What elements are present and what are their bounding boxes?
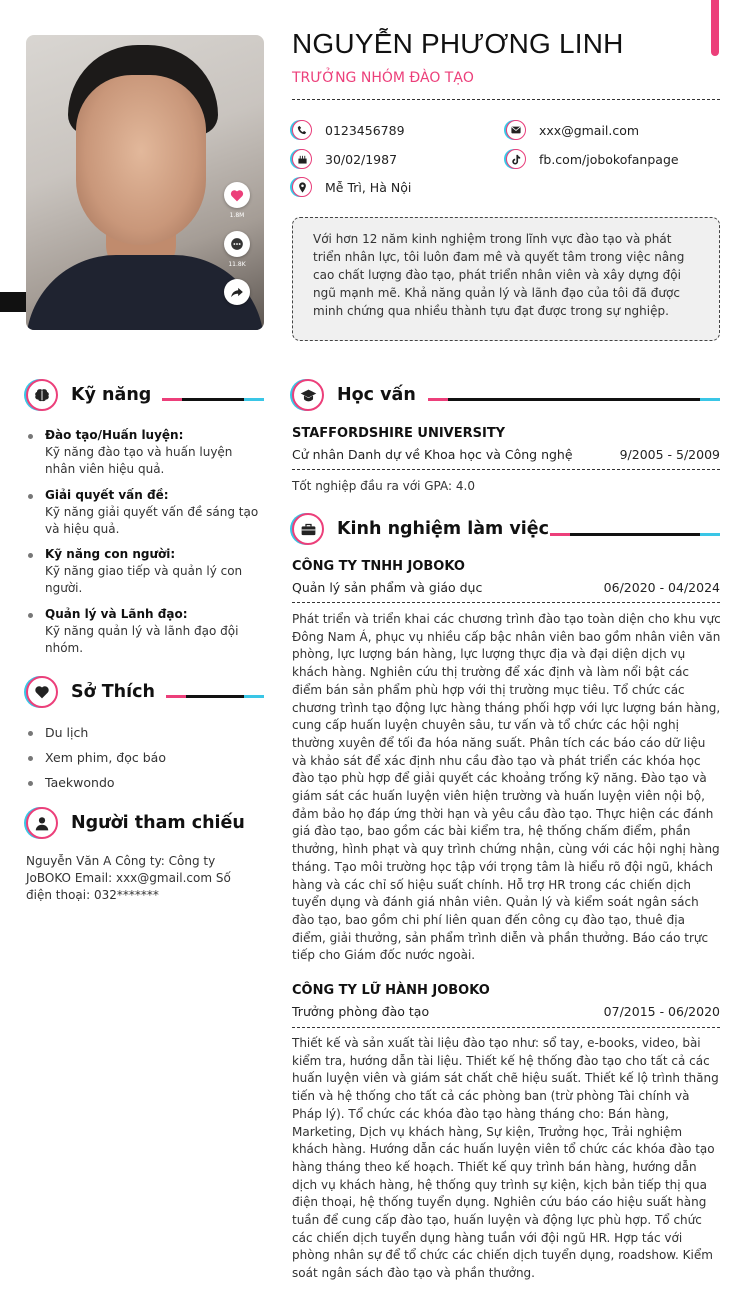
job-role: Trưởng phòng đào tạo [292, 1004, 430, 1019]
contact-phone [292, 120, 405, 140]
experience-underline [550, 533, 720, 536]
header-divider [292, 99, 720, 100]
briefcase-icon [292, 513, 324, 545]
skill-title: Kỹ năng con người: [45, 547, 176, 561]
skill-item [45, 546, 260, 597]
education-header [292, 379, 416, 411]
skill-desc: Kỹ năng giải quyết vấn đề sáng tạo và hiệu quả. [45, 505, 259, 536]
summary-box: Với hơn 12 năm kinh nghiệm trong lĩnh vực đào tạo và phát triển nhân lực, tôi luôn đam mê và quyết tâm trong việc nâng cao chất lượng đào tạo, phát triển nhân viên và xây dựng đội ngũ mạnh mẽ. Khả năng quản lý và lãnh đạo của tôi đã được minh chứng qua nhiều thành tựu đạt được trong sự nghiệp. [292, 217, 720, 341]
graduation-cap-icon [292, 379, 324, 411]
birthday-value: 30/02/1987 [325, 151, 398, 167]
skill-item [45, 487, 260, 538]
phone-value: 0123456789 [325, 122, 405, 138]
job-divider [292, 1027, 720, 1028]
hobby-item: Du lịch [45, 725, 89, 740]
skill-desc: Kỹ năng đào tạo và huấn luyện nhân viên hiệu quả. [45, 445, 233, 476]
comment-count: 11.8K [228, 261, 246, 268]
experience-title: Kinh nghiệm làm việc [337, 519, 549, 539]
like-count: 1.8M [229, 212, 245, 219]
reference-text: Nguyễn Văn A Công ty: Công ty JoBOKO Email: xxx@gmail.com Số điện thoại: 032******* [26, 854, 231, 902]
skill-item [45, 606, 260, 657]
contact-birthday [292, 149, 397, 169]
social-value[interactable]: fb.com/jobokofanpage [539, 151, 679, 167]
job-description: Thiết kế và sản xuất tài liệu đào tạo như: sổ tay, e-books, video, bài kiểm tra, hướng dẫn tài liệu. Thiết kế hệ thống đào tạo cho tất cả các huấn luyện viên và giám sát chất chẽ hiệu suất. Thiết kế lộ trình thăng tiến và hệ thống cho tất cả các phòng ban (trừ phòng Tài chính và Pháp lý). Tổ chức các khóa đào tạo hàng tháng cho: Bán hàng, Marketing, Dịch vụ khách hàng, Sự kiện, Trưởng học, Trải nghiệm khách hàng. Hướng dẫn các huấn luyện viên tổ chức các khóa đào tạo hàng tháng theo kế hoạch. Thiết kế quy trình bán hàng, hướng dẫn dịch vụ khách hàng, hệ thống quy trình sự kiện, kịch bản tiếp thị qua điện thoại, hệ thống tuyển dụng. Nghiên cứu báo cáo hiệu suất hàng tuần để cung cấp đào tạo, huấn luyện và động lực phù hợp. Tổ chức các chiến dịch tuyển dụng hàng tuần với đội ngũ HR. Hợp tác với phòng nhân sự để tổ chức các chiến dịch tuyển dụng, roadshow. Kiểm soát ngân sách đào tạo và phần thưởng. [292, 1036, 719, 1281]
skills-underline [162, 398, 264, 401]
heart-icon [230, 189, 244, 202]
heart-icon [26, 676, 58, 708]
skill-bullet [28, 613, 33, 618]
hobbies-header [26, 676, 155, 708]
hobby-bullet [28, 756, 33, 761]
skill-desc: Kỹ năng quản lý và lãnh đạo đội nhóm. [45, 624, 239, 655]
contact-address [292, 177, 411, 197]
job-row [292, 1004, 720, 1019]
hobby-item: Xem phim, đọc báo [45, 750, 166, 765]
skill-bullet [28, 494, 33, 499]
contact-social [506, 149, 679, 169]
location-icon [292, 177, 312, 197]
profile-photo [26, 35, 264, 330]
skill-title: Quản lý và Lãnh đạo: [45, 607, 188, 621]
job-period: 07/2015 - 06/2020 [603, 1004, 720, 1019]
job-divider [292, 602, 720, 603]
job-company: CÔNG TY LỮ HÀNH JOBOKO [292, 983, 490, 998]
photo-face [76, 75, 206, 245]
education-school: STAFFORDSHIRE UNIVERSITY [292, 426, 506, 441]
candidate-name: NGUYỄN PHƯƠNG LINH [292, 28, 624, 59]
job-description: Phát triển và triển khai các chương trình đào tạo toàn diện cho khu vực Đông Nam Á, phục vụ nhiều cấp bậc nhân viên bao gồm nhân viên văn phòng, lực lượng bán hàng, lực lượng thực địa và đại diện dịch vụ khách hàng. Nghiên cứu thị trường để xác định và làm nổi bật các điểm bán sản phẩm phù hợp với thị trường mục tiêu. Tổ chức các chương trình tạo động lực hàng tháng phối hợp với lực lượng bán hàng, cung cấp huấn luyện chuyên sâu, tư vấn và tổ chức các hội nghị thường xuyên để tối đa hóa năng suất. Phân tích các báo cáo dữ liệu và khảo sát để xác định nhu cầu đào tạo và phát triển các khóa học đào tạo phù hợp để giải quyết các khoảng trống kỹ năng. Đào tạo và giám sát các huấn luyện viên hiện trường và huấn luyện viên nội bộ, đảm bảo họ đáp ứng thời hạn và yêu cầu đào tạo. Thực hiện các đánh giá đào tạo, bao gồm các bài kiểm tra, hệ thống chấm điểm, phần thưởng, hình phạt và quy trình chứng nhận, cùng với các hội nghị hàng tháng. Tạo môi trường học tập với trọng tâm là hiểu rõ đội ngũ, khách hàng và các chỉ số hiệu suất chính. Hỗ trợ HR trong các chiến dịch tuyển dụng và đánh giá nhân viên. Quản lý và kiểm soát ngân sách đào tạo, bao gồm chi phí liên quan đến công cụ đào tạo, thuê địa điểm, giải thưởng, sản phẩm trình diễn và phần thưởng. Báo cáo trực tiếp cho Giám đốc nước ngoài. [292, 612, 721, 963]
email-icon [506, 120, 526, 140]
skill-bullet [28, 553, 33, 558]
hobbies-title: Sở Thích [71, 682, 155, 702]
hobby-bullet [28, 731, 33, 736]
contact-email [506, 120, 639, 140]
cake-icon [292, 149, 312, 169]
phone-icon [292, 120, 312, 140]
tiktok-icon [506, 149, 526, 169]
email-value[interactable]: xxx@gmail.com [539, 122, 640, 138]
person-icon [26, 807, 58, 839]
references-header [26, 807, 245, 839]
comment-icon [230, 237, 244, 251]
job-role: Quản lý sản phẩm và giáo dục [292, 580, 483, 595]
brain-icon [26, 379, 58, 411]
skills-title: Kỹ năng [71, 385, 152, 405]
skill-item [45, 427, 260, 478]
share-button[interactable] [224, 279, 250, 305]
skill-bullet [28, 434, 33, 439]
education-row [292, 447, 720, 462]
education-title: Học vấn [337, 385, 416, 405]
education-divider [292, 469, 720, 470]
job-company: CÔNG TY TNHH JOBOKO [292, 559, 465, 574]
job-period: 06/2020 - 04/2024 [603, 580, 720, 595]
skill-desc: Kỹ năng giao tiếp và quản lý con người. [45, 564, 243, 595]
share-icon [230, 285, 244, 299]
like-button[interactable] [224, 182, 250, 208]
skill-title: Giải quyết vấn đề: [45, 488, 169, 502]
hobby-bullet [28, 781, 33, 786]
education-period: 9/2005 - 5/2009 [619, 447, 720, 462]
decorative-block [0, 292, 26, 312]
experience-header [292, 513, 549, 545]
hobbies-underline [166, 695, 264, 698]
job-row [292, 580, 720, 595]
education-underline [428, 398, 720, 401]
accent-bar [711, 0, 719, 56]
education-degree: Cử nhân Danh dự về Khoa học và Công nghệ [292, 447, 573, 462]
skill-title: Đào tạo/Huấn luyện: [45, 428, 184, 442]
comment-button[interactable] [224, 231, 250, 257]
candidate-title: TRƯỞNG NHÓM ĐÀO TẠO [292, 70, 474, 86]
hobby-item: Taekwondo [45, 775, 115, 790]
address-value: Mễ Trì, Hà Nội [325, 179, 412, 195]
education-note: Tốt nghiệp đầu ra với GPA: 4.0 [292, 479, 475, 493]
references-title: Người tham chiếu [71, 813, 245, 833]
skills-header [26, 379, 151, 411]
